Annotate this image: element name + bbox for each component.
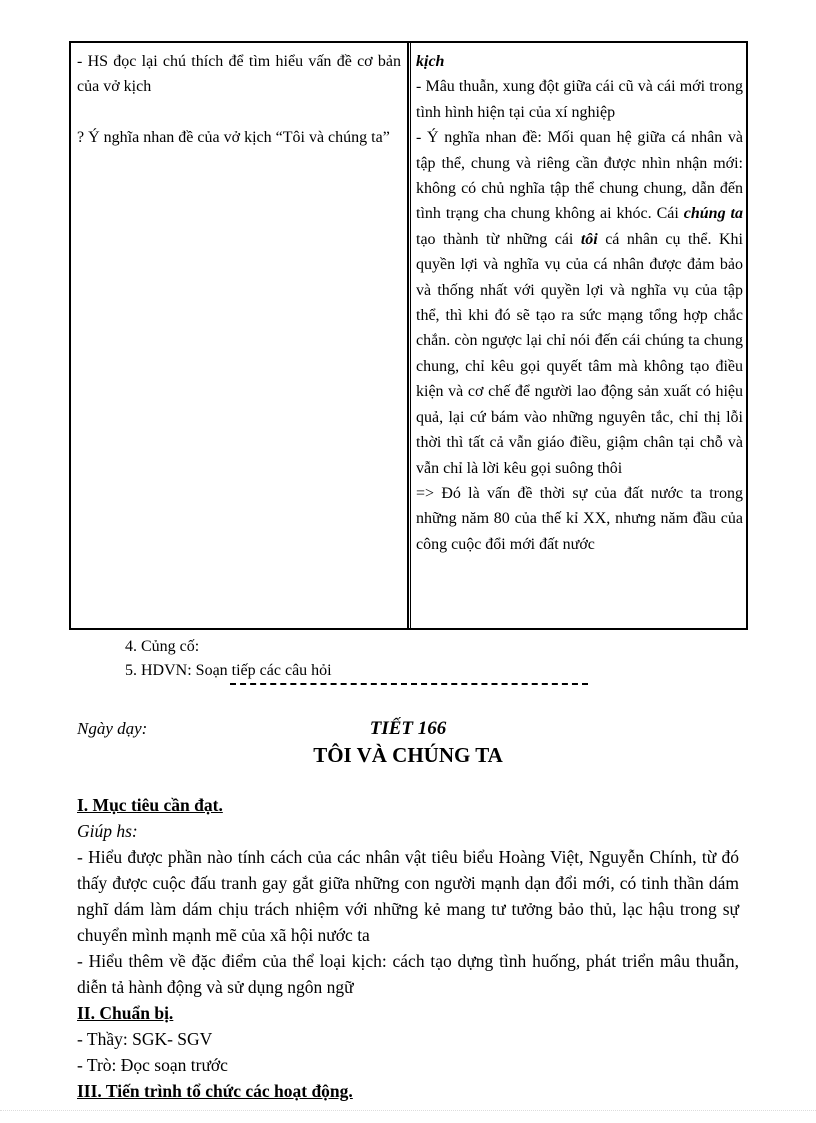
ngay-day-label: Ngày dạy: [77,719,148,738]
section-1-heading: I. Mục tiêu cần đạt. [77,795,223,815]
page-bottom-border [0,1110,816,1111]
emphasis-toi: tôi [580,230,598,248]
lesson-title: TÔI VÀ CHÚNG TA [313,743,503,767]
right-paragraph-conclusion: => Đó là vấn đề thời sự của đất nước ta trong những năm 80 của thế kỉ XX, nhưng năm đầu của công cuộc đổi mới đất nước [416,484,743,553]
section-2-heading: II. Chuẩn bị. [77,1003,174,1023]
objective-2: - Hiểu thêm về đặc điểm của thể loại kịch: cách tạo dựng tình huống, phát triển mâu thuẫn, diễn tả hành động và sử dụng ngôn ngữ [77,951,739,997]
left-paragraph-1: - HS đọc lại chú thích để tìm hiểu vấn đề cơ bản của vở kịch [77,53,401,96]
separator-line [230,683,588,685]
prep-teacher: - Thầy: SGK- SGV [77,1029,213,1049]
objective-1: - Hiểu được phần nào tính cách của các nhân vật tiêu biểu Hoàng Việt, Nguyễn Chính, từ đó thấy được cuộc đấu tranh gay gắt giữa những con người mạnh dạn đổi mới, có tinh thần dám nghĩ dám làm dám chịu trách nhiệm với những kẻ mang tư tưởng bảo thủ, lạc hậu trong sự chuyển mình mạnh mẽ của xã hội nước ta [77,847,739,945]
word-kich: kịch [416,53,445,70]
lesson-number: TIẾT 166 [369,718,447,739]
lesson-table [69,41,748,630]
left-paragraph-2: ? Ý nghĩa nhan đề của vở kịch “Tôi và chúng ta” [77,128,390,146]
emphasis-chung-ta: chúng ta [683,205,744,223]
hdvn: 5. HDVN: Soạn tiếp các câu hỏi [125,662,332,679]
prep-student: - Trò: Đọc soạn trước [77,1055,228,1075]
cung-co: 4. Củng cố: [125,638,200,655]
giup-hs: Giúp hs: [77,821,138,841]
content-column [416,49,743,557]
section-3-heading: III. Tiến trình tổ chức các hoạt động. [77,1081,353,1101]
right-paragraph-conflict: - Mâu thuẫn, xung đột giữa cái cũ và cái mới trong tình hình hiện tại của xí nghiệp [416,78,743,121]
section-objectives [77,792,739,1104]
column-divider [407,43,411,628]
right-paragraph-title-meaning: - Ý nghĩa nhan đề: Mối quan hệ giữa cá nhân và tập thể, chung và riêng cần được nhìn nhận mới: không có chủ nghĩa tập thể chung chung, dẫn đến tình trạng cha chung không ai khóc. Cái chúng ta tạo thành từ những cái tôi cá nhân cụ thể. Khi quyền lợi và nghĩa vụ của cá nhân được đảm bảo và thống nhất với quyền lợi và nghĩa vụ của tập thể, thì khi đó sẽ tạo ra sức mạng tổng hợp chắc chắn. còn ngược lại chỉ nói đến cái chúng ta chung chung, chỉ kêu gọi quyết tâm mà không tạo điều kiện và cơ chế để người lao động sản xuất có hiệu quả, lại cứ bám vào những nguyên tắc, chỉ thị lỗi thời thì tất cả vẫn giáo điều, giậm chân tại chỗ và vẫn chỉ là lời kêu gọi suông thôi [416,129,744,477]
teacher-activity-column [77,49,401,150]
